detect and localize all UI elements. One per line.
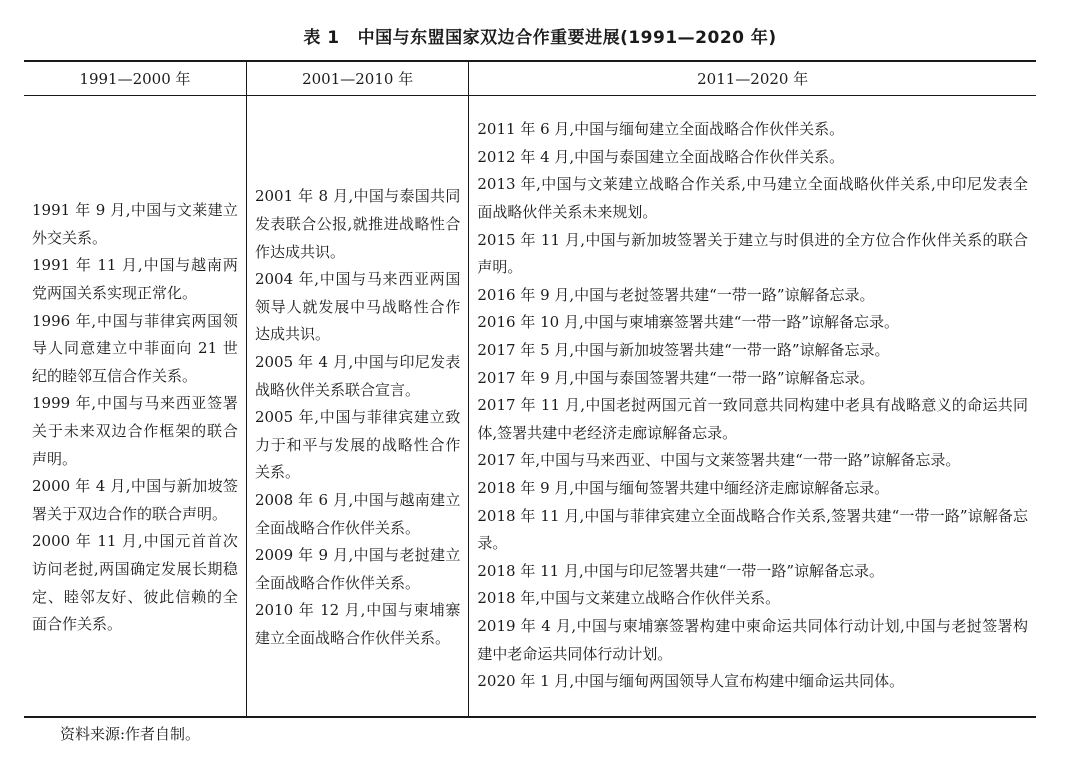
column-header-2001-2010: 2001—2010 年 (246, 61, 468, 96)
list-item: 2001 年 8 月,中国与泰国共同发表联合公报,就推进战略性合作达成共识。 (254, 187, 461, 261)
column-2001-2010 (246, 96, 468, 718)
list-item: 2019 年 4 月,中国与柬埔寨签署构建中柬命运共同体行动计划,中国与老挝签署构建中老命运共同体行动计划。 (477, 616, 1028, 663)
list-item: 2008 年 6 月,中国与越南建立全面战略合作伙伴关系。 (254, 490, 461, 537)
cooperation-table (24, 60, 1036, 718)
column-1991-2000 (24, 96, 246, 718)
list-item: 2016 年 10 月,中国与柬埔寨签署共建“一带一路”谅解备忘录。 (477, 313, 900, 332)
table-caption: 中国与东盟国家双边合作重要进展(1991—2020 年) (357, 28, 777, 48)
table-title (0, 26, 1080, 50)
list-item: 2005 年,中国与菲律宾建立致力于和平与发展的战略性合作关系。 (254, 408, 461, 482)
column-2011-2020 (469, 96, 1036, 718)
source-note: 资料来源:作者自制。 (60, 725, 201, 743)
list-item: 2004 年,中国与马来西亚两国领导人就发展中马战略性合作达成共识。 (254, 270, 461, 344)
list-item: 2005 年 4 月,中国与印尼发表战略伙伴关系联合宣言。 (254, 353, 461, 399)
list-item: 2017 年 5 月,中国与新加坡签署共建“一带一路”谅解备忘录。 (477, 341, 890, 360)
list-item: 2018 年 11 月,中国与菲律宾建立全面战略合作关系,签署共建“一带一路”谅解备忘录。 (477, 506, 1028, 553)
list-item: 2020 年 1 月,中国与缅甸两国领导人宣布构建中缅命运共同体。 (477, 672, 905, 691)
list-item: 2011 年 6 月,中国与缅甸建立全面战略合作伙伴关系。 (477, 120, 845, 139)
list-item: 1999 年,中国与马来西亚签署关于未来双边合作框架的联合声明。 (32, 394, 238, 468)
list-item: 2018 年 9 月,中国与缅甸签署共建中缅经济走廊谅解备忘录。 (477, 478, 890, 497)
list-item: 2017 年,中国与马来西亚、中国与文莱签署共建“一带一路”谅解备忘录。 (477, 451, 961, 470)
table-row (24, 96, 1036, 718)
list-item: 2009 年 9 月,中国与老挝建立全面战略合作伙伴关系。 (254, 546, 461, 592)
list-item: 1996 年,中国与菲律宾两国领导人同意建立中菲面向 21 世纪的睦邻互信合作关系。 (32, 311, 238, 385)
list-item: 2015 年 11 月,中国与新加坡签署关于建立与时俱进的全方位合作伙伴关系的联合声明。 (477, 230, 1028, 277)
table-label: 表 1 (303, 28, 340, 48)
column-header-1991-2000: 1991—2000 年 (24, 61, 246, 96)
list-item: 2012 年 4 月,中国与泰国建立全面战略合作伙伴关系。 (477, 147, 845, 166)
list-item: 1991 年 11 月,中国与越南两党两国关系实现正常化。 (32, 256, 238, 303)
list-item: 2000 年 4 月,中国与新加坡签署关于双边合作的联合声明。 (32, 477, 238, 523)
list-item: 2010 年 12 月,中国与柬埔寨建立全面战略合作伙伴关系。 (254, 601, 461, 647)
list-item: 2000 年 11 月,中国元首首次访问老挝,两国确定发展长期稳定、睦邻友好、彼此信赖的全面合作关系。 (32, 532, 238, 634)
list-item: 2018 年,中国与文莱建立战略合作伙伴关系。 (477, 589, 781, 608)
list-item: 2016 年 9 月,中国与老挝签署共建“一带一路”谅解备忘录。 (477, 285, 875, 304)
column-header-2011-2020: 2011—2020 年 (469, 61, 1036, 96)
list-item: 2013 年,中国与文莱建立战略合作关系,中马建立全面战略伙伴关系,中印尼发表全面战略伙伴关系未来规划。 (477, 175, 1028, 222)
list-item: 1991 年 9 月,中国与文莱建立外交关系。 (32, 201, 238, 247)
list-item: 2017 年 9 月,中国与泰国签署共建“一带一路”谅解备忘录。 (477, 368, 875, 387)
list-item: 2018 年 11 月,中国与印尼签署共建“一带一路”谅解备忘录。 (477, 561, 885, 580)
header-row (24, 61, 1036, 96)
list-item: 2017 年 11 月,中国老挝两国元首一致同意共同构建中老具有战略意义的命运共同体,签署共建中老经济走廊谅解备忘录。 (477, 396, 1028, 442)
